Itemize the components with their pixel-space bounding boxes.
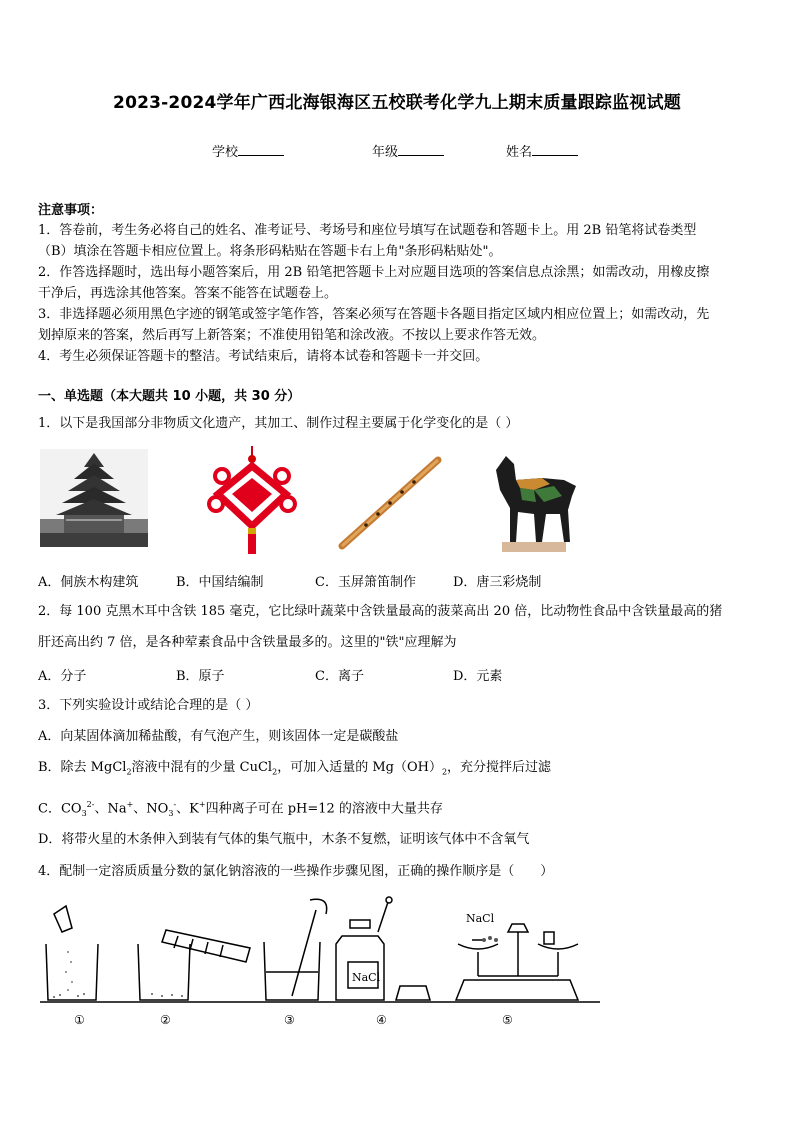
q4-operation-diagram (38, 892, 602, 1032)
step-label-5: ⑤ (502, 1013, 513, 1027)
name-blank[interactable] (532, 143, 578, 156)
grade-field[interactable] (372, 141, 444, 160)
section-heading: 一、单选题（本大题共 10 小题，共 30 分） (38, 389, 301, 404)
notice-line-4: 干净后，再选涂其他答案。答案不能答在试题卷上。 (38, 286, 338, 301)
school-blank[interactable] (238, 143, 284, 156)
school-label: 学校 (212, 145, 239, 160)
name-field[interactable] (506, 141, 578, 160)
notice-line-1: 1．答卷前，考生务必将自己的姓名、准考证号、考场号和座位号填写在试题卷和答题卡上。用 2B 铅笔将试卷类型 (38, 223, 697, 238)
step-label-4: ④ (376, 1013, 387, 1027)
step-label-1: ① (74, 1013, 85, 1027)
q2-option-b[interactable]: B．原子 (176, 669, 225, 684)
bottle-nacl-label: NaCl (352, 971, 381, 984)
q1-option-c[interactable]: C．玉屏箫笛制作 (315, 575, 416, 590)
name-label: 姓名 (506, 145, 533, 160)
notice-line-7: 4．考生必须保证答题卡的整洁。考试结束后，请将本试卷和答题卡一并交回。 (38, 349, 489, 364)
q2-stem-line-2: 肝还高出约 7 倍，是各种荤素食品中含铁量最多的。这里的"铁"应理解为 (38, 635, 457, 650)
balance-nacl-label: NaCl (466, 912, 495, 925)
q2-option-a[interactable]: A．分子 (38, 669, 87, 684)
flute-image (338, 456, 442, 552)
chinese-knot-image (202, 446, 302, 556)
notice-line-5: 3．非选择题必须用黑色字迹的钢笔或签字笔作答，答案必须写在答题卡各题目指定区域内相应位置上；如需改动，先 (38, 307, 710, 322)
q1-option-a[interactable]: A．侗族木构建筑 (38, 575, 139, 590)
notice-line-2: （B）填涂在答题卡相应位置上。将条形码粘贴在答题卡右上角"条形码粘贴处"。 (38, 244, 502, 259)
q4-stem: 4．配制一定溶质质量分数的氯化钠溶液的一些操作步骤见图，正确的操作顺序是（ ） (38, 864, 554, 879)
q1-stem: 1．以下是我国部分非物质文化遗产，其加工、制作过程主要属于化学变化的是（ ） (38, 416, 519, 431)
q3-option-d[interactable]: D．将带火星的木条伸入到装有气体的集气瓶中，木条不复燃，证明该气体中不含氧气 (38, 832, 530, 847)
grade-label: 年级 (372, 145, 399, 160)
step-label-3: ③ (284, 1013, 295, 1027)
grade-blank[interactable] (398, 143, 444, 156)
q2-option-c[interactable]: C．离子 (315, 669, 364, 684)
q3-option-b[interactable]: B．除去 MgCl$_2$溶液中混有的少量 CuCl$_2$，可加入适量的 $Mg(OH)_2$，充分搅拌后过滤 (38, 760, 552, 777)
q1-option-b[interactable]: B．中国结编制 (176, 575, 264, 590)
q3-option-a[interactable]: A．向某固体滴加稀盐酸，有气泡产生，则该固体一定是碳酸盐 (38, 729, 399, 744)
q2-option-d[interactable]: D．元素 (453, 669, 503, 684)
q3-stem: 3．下列实验设计或结论合理的是（ ） (38, 698, 259, 713)
q3-option-c[interactable]: C．$CO_3^{2-}$、Na+、$NO_3^-$、K+四种离子可在 pH=12 的溶液中大量共存 (38, 800, 443, 818)
school-field[interactable] (212, 141, 284, 160)
drum-tower-image (40, 449, 148, 547)
q1-option-d[interactable]: D．唐三彩烧制 (453, 575, 542, 590)
step-label-2: ② (160, 1013, 171, 1027)
notice-heading: 注意事项： (38, 203, 104, 218)
notice-line-6: 划掉原来的答案，然后再写上新答案；不准使用铅笔和涂改液。不按以上要求作答无效。 (38, 328, 546, 343)
q2-stem-line-1: 2．每 100 克黑木耳中含铁 185 毫克，它比绿叶蔬菜中含铁量最高的菠菜高出 20 倍，比动物性食品中含铁量最高的猪 (38, 604, 723, 619)
page-title: 2023-2024学年广西北海银海区五校联考化学九上期末质量跟踪监视试题 (113, 93, 681, 113)
notice-line-3: 2．作答选择题时，选出每小题答案后，用 2B 铅笔把答题卡上对应题目选项的答案信息点涂黑；如需改动，用橡皮擦 (38, 265, 710, 280)
tang-sancai-horse-image (476, 450, 588, 554)
